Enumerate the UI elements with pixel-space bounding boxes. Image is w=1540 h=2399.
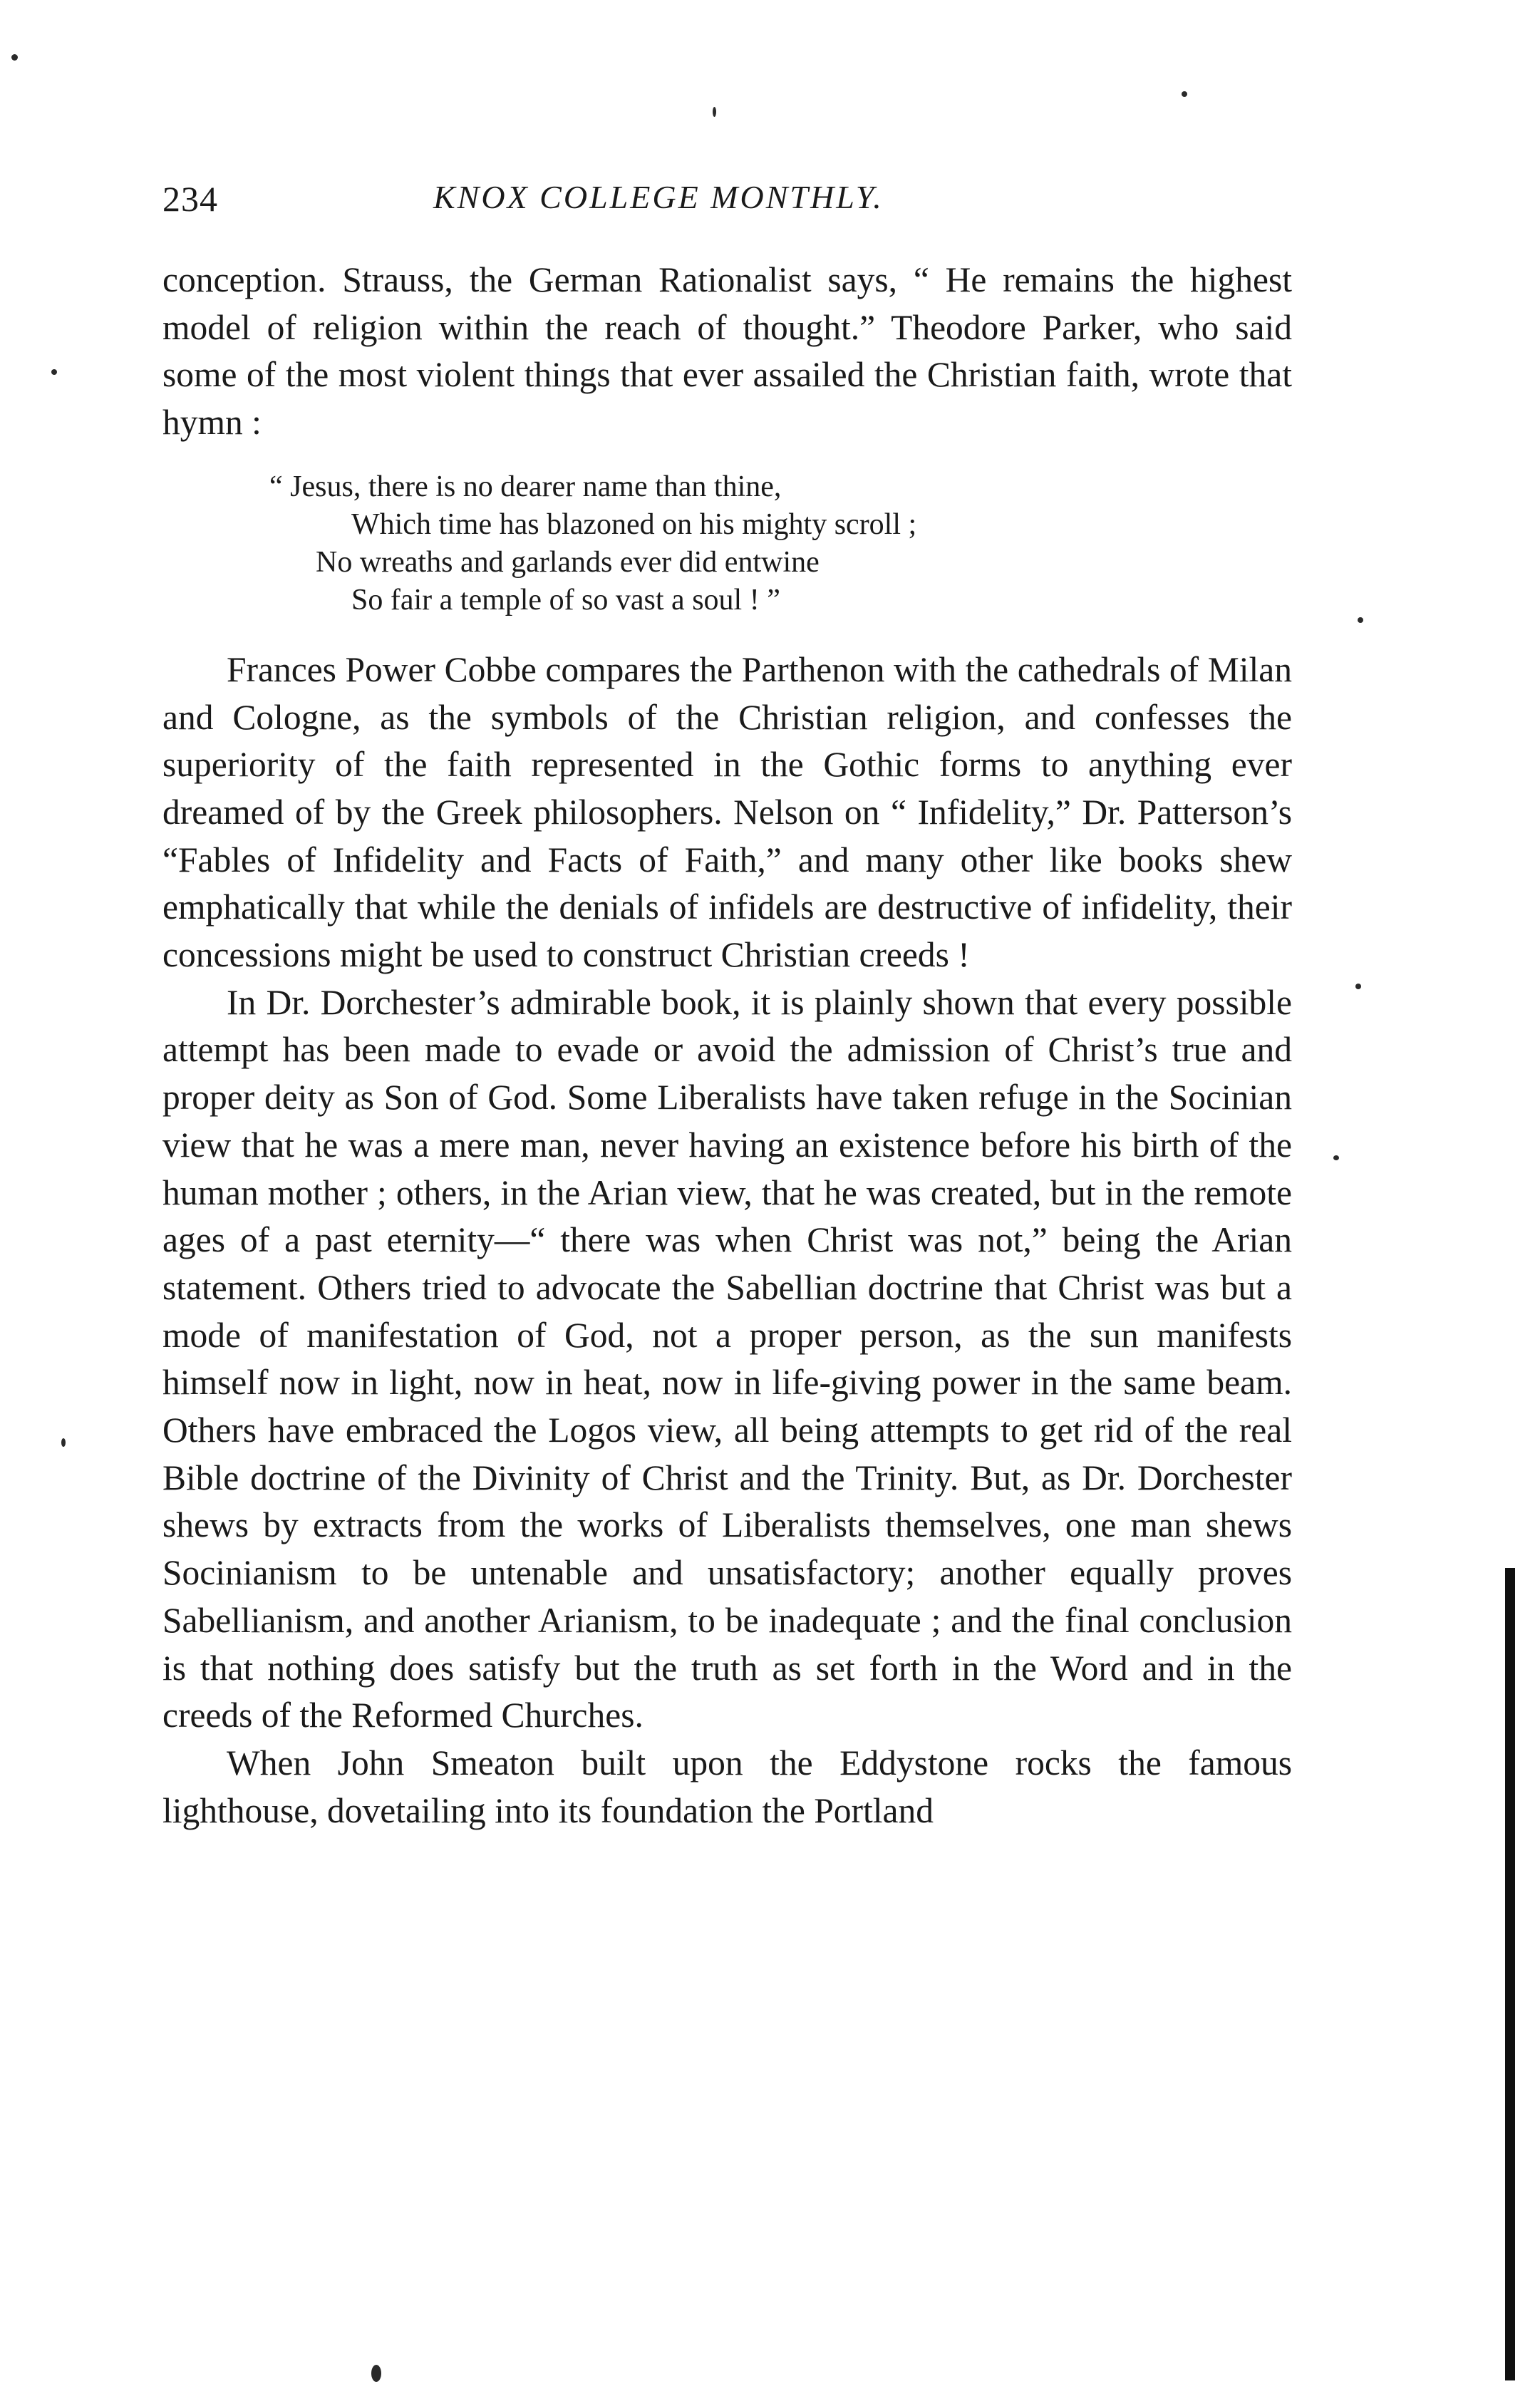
- paragraph-conception: conception. Strauss, the German Rationalist says, “ He remains the highest model of religion within the reach of thought.” Theodore Parker, who said some of the most violent things that ever assailed the Christian faith, wrote that hymn :: [162, 260, 1292, 443]
- scan-speck: [61, 1438, 66, 1447]
- hymn-line: So fair a temple of so vast a soul ! ”: [351, 583, 780, 616]
- page-number: 234: [162, 179, 218, 219]
- paragraph-cobbe: Frances Power Cobbe compares the Parthenon with the cathedrals of Milan and Cologne, as the symbols of the Christian religion, and confesses the superiority of the faith represented in the Gothic forms to anything ever dreamed of by the Greek philosophers. Nelson on “ Infidelity,” Dr. Patterson’s “Fables of Infidelity and Facts of Faith,” and many other like books shew emphatically that while the denials of infidels are destructive of infidelity, their concessions might be used to construct Christian creeds !: [162, 649, 1292, 975]
- scan-speck: [51, 369, 57, 375]
- hymn-line: Which time has blazoned on his mighty scroll ;: [351, 507, 917, 541]
- hymn-line: No wreaths and garlands ever did entwine: [316, 545, 820, 579]
- running-title: KNOX COLLEGE MONTHLY.: [433, 179, 884, 215]
- hymn-line: “ Jesus, there is no dearer name than thine,: [269, 470, 782, 503]
- page-header: [162, 178, 1303, 228]
- scan-speck: [1333, 1155, 1339, 1160]
- scan-speck: [1182, 91, 1187, 97]
- article-body: [162, 257, 1292, 1835]
- paragraph-dorchester: In Dr. Dorchester’s admirable book, it is plainly shown that every possible attempt has been made to evade or avoid the admission of Christ’s true and proper deity as Son of God. Some Liberalists have taken refuge in the Socinian view that he was a mere man, never having an existence before his birth of the human mother ; others, in the Arian view, that he was created, but in the remote ages of a past eternity—“ there was when Christ was not,” being the Arian statement. Others tried to advocate the Sabellian doctrine that Christ was but a mode of manifestation of God, not a proper person, as the sun manifests himself now in light, now in heat, now in life-giving power in the same beam. Others have embraced the Logos view, all being attempts to get rid of the real Bible doctrine of the Divinity of Christ and the Trinity. But, as Dr. Dorchester shews by extracts from the works of Liberalists themselves, one man shews Socinianism to be untenable and unsatisfactory; another equally proves Sabellianism, and another Arianism, to be inadequate ; and the final conclusion is that nothing does satisfy but the truth as set forth in the Word and in the creeds of the Reformed Churches.: [162, 982, 1292, 1735]
- scan-speck: [1355, 984, 1361, 989]
- scan-speck: [371, 2365, 381, 2382]
- scan-edge-shadow: [1505, 1568, 1515, 2380]
- scan-speck: [713, 107, 716, 117]
- paragraph-smeaton: When John Smeaton built upon the Eddystone rocks the famous lighthouse, dovetailing into its foundation the Portland: [162, 1743, 1292, 1830]
- scan-speck: [11, 54, 18, 61]
- hymn-quotation: [162, 468, 1292, 619]
- scan-speck: [1358, 617, 1363, 623]
